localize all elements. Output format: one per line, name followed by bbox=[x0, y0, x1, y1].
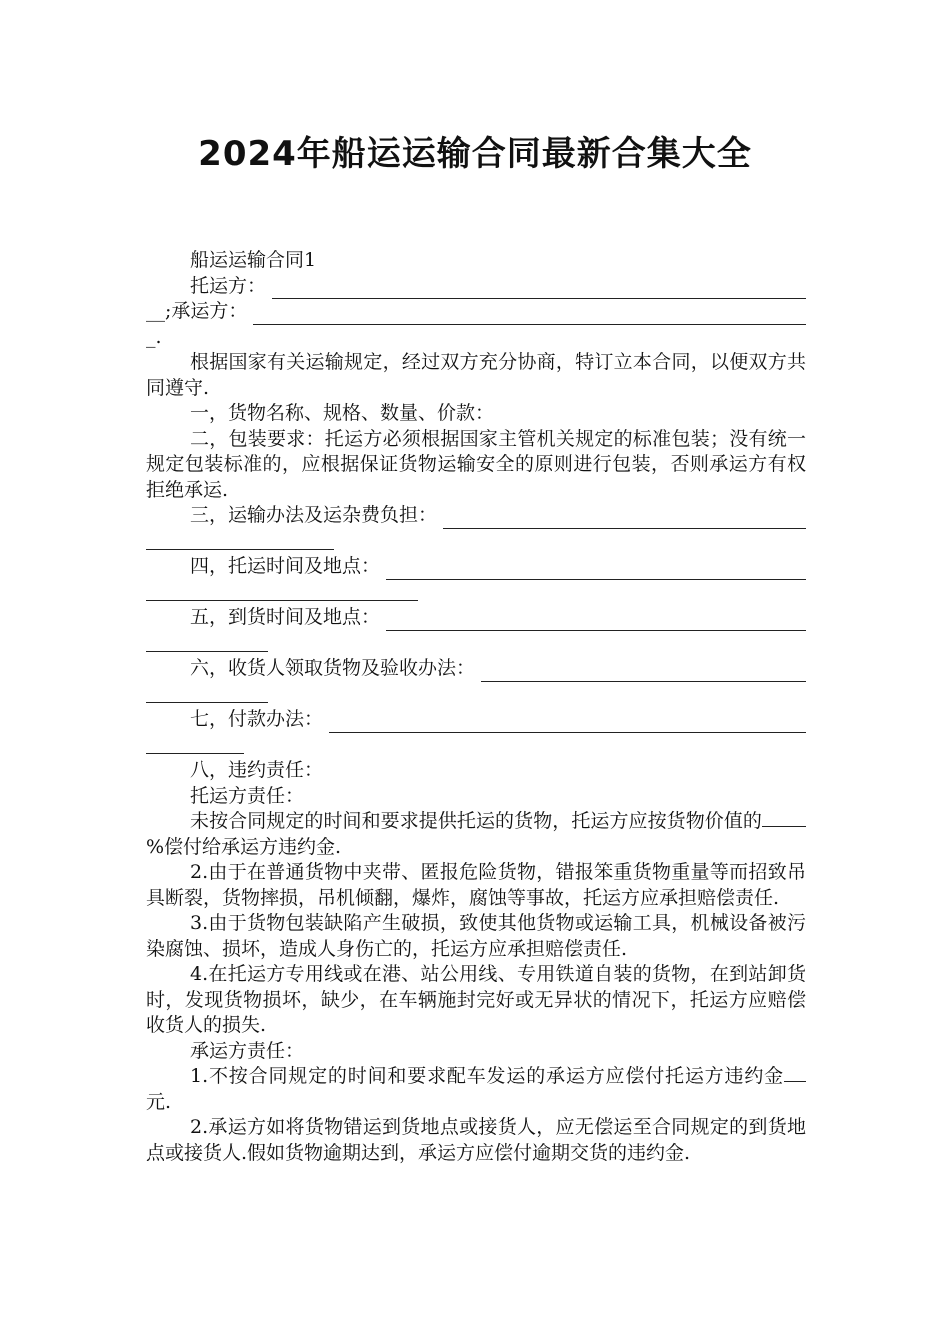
carrier-label: __;承运方： bbox=[146, 300, 248, 322]
shipper-blank bbox=[272, 281, 806, 299]
shipper-duty-2: 2.由于在普通货物中夹带、匿报危险货物，错报笨重货物重量等而招致吊具断裂，货物摔损，吊机倾翻，爆炸，腐蚀等事故，托运方应承担赔偿责任. bbox=[146, 861, 806, 909]
clause-4 bbox=[146, 554, 806, 580]
clause-5 bbox=[146, 605, 806, 631]
shipper-duty-1-text-end: %偿付给承运方违约金. bbox=[146, 835, 342, 858]
clause-5-blank-continued bbox=[146, 651, 268, 652]
clause-3-blank-continued bbox=[146, 549, 334, 550]
carrier-field bbox=[146, 299, 806, 325]
carrier-blank bbox=[253, 307, 806, 325]
clause-7-blank-continued bbox=[146, 753, 244, 754]
clause-6 bbox=[146, 656, 806, 682]
shipper-duty-4: 4.在托运方专用线或在港、站公用线、专用铁道自装的货物，在到站卸货时，发现货物损坏，缺少，在车辆施封完好或无异状的情况下，托运方应赔偿收货人的损失. bbox=[146, 963, 806, 1036]
clause-5-label: 五，到货时间及地点： bbox=[190, 606, 381, 628]
shipper-duty-1 bbox=[146, 809, 806, 860]
clause-3 bbox=[146, 503, 806, 529]
clause-7-blank bbox=[329, 715, 806, 733]
carrier-duty-1 bbox=[146, 1064, 806, 1115]
clause-5-blank bbox=[386, 613, 806, 631]
shipper-duty-1-text: 未按合同规定的时间和要求提供托运的货物，托运方应按货物价值的 bbox=[190, 810, 762, 832]
clause-1: 一，货物名称、规格、数量、价款： bbox=[190, 402, 495, 424]
carrier-field-end: _. bbox=[146, 325, 162, 348]
clause-4-blank bbox=[386, 562, 806, 580]
shipper-field bbox=[146, 274, 806, 300]
carrier-duty-1-text: 1.不按合同规定的时间和要求配车发运的承运方应偿付托运方违约金 bbox=[190, 1065, 784, 1087]
intro-paragraph: 根据国家有关运输规定，经过双方充分协商，特订立本合同，以便双方共同遵守. bbox=[146, 351, 806, 399]
clause-8: 八，违约责任： bbox=[190, 759, 324, 781]
percentage-blank bbox=[762, 810, 806, 827]
clause-6-blank bbox=[481, 664, 806, 682]
shipper-duty-3: 3.由于货物包装缺陷产生破损，致使其他货物或运输工具，机械设备被污染腐蚀、损坏，造成人身伤亡的，托运方应承担赔偿责任. bbox=[146, 912, 806, 960]
clause-3-blank bbox=[443, 511, 806, 529]
document-body bbox=[146, 248, 806, 1166]
carrier-duty-2: 2.承运方如将货物错运到货地点或接货人，应无偿运至合同规定的到货地点或接货人.假如货物逾期达到，承运方应偿付逾期交货的违约金. bbox=[146, 1116, 806, 1164]
shipper-duty-heading: 托运方责任： bbox=[190, 784, 305, 807]
carrier-duty-heading: 承运方责任： bbox=[190, 1039, 305, 1062]
clause-7-label: 七，付款办法： bbox=[190, 708, 324, 730]
shipper-label: 托运方： bbox=[190, 274, 267, 297]
clause-7 bbox=[146, 707, 806, 733]
carrier-duty-1-text-end: 元. bbox=[146, 1090, 172, 1113]
clause-3-label: 三，运输办法及运杂费负担： bbox=[190, 504, 438, 526]
clause-4-blank-continued bbox=[146, 600, 418, 601]
clause-2: 二，包装要求：托运方必须根据国家主管机关规定的标准包装；没有统一规定包装标准的，应根据保证货物运输安全的原则进行包装，否则承运方有权拒绝承运. bbox=[146, 427, 806, 501]
clause-6-blank-continued bbox=[146, 702, 268, 703]
document-title: 2024年船运运输合同最新合集大全 bbox=[198, 134, 752, 174]
clause-6-label: 六，收货人领取货物及验收办法： bbox=[190, 657, 476, 679]
contract-heading: 船运运输合同1 bbox=[190, 249, 317, 271]
penalty-amount-blank bbox=[784, 1065, 806, 1082]
clause-4-label: 四，托运时间及地点： bbox=[190, 555, 381, 577]
